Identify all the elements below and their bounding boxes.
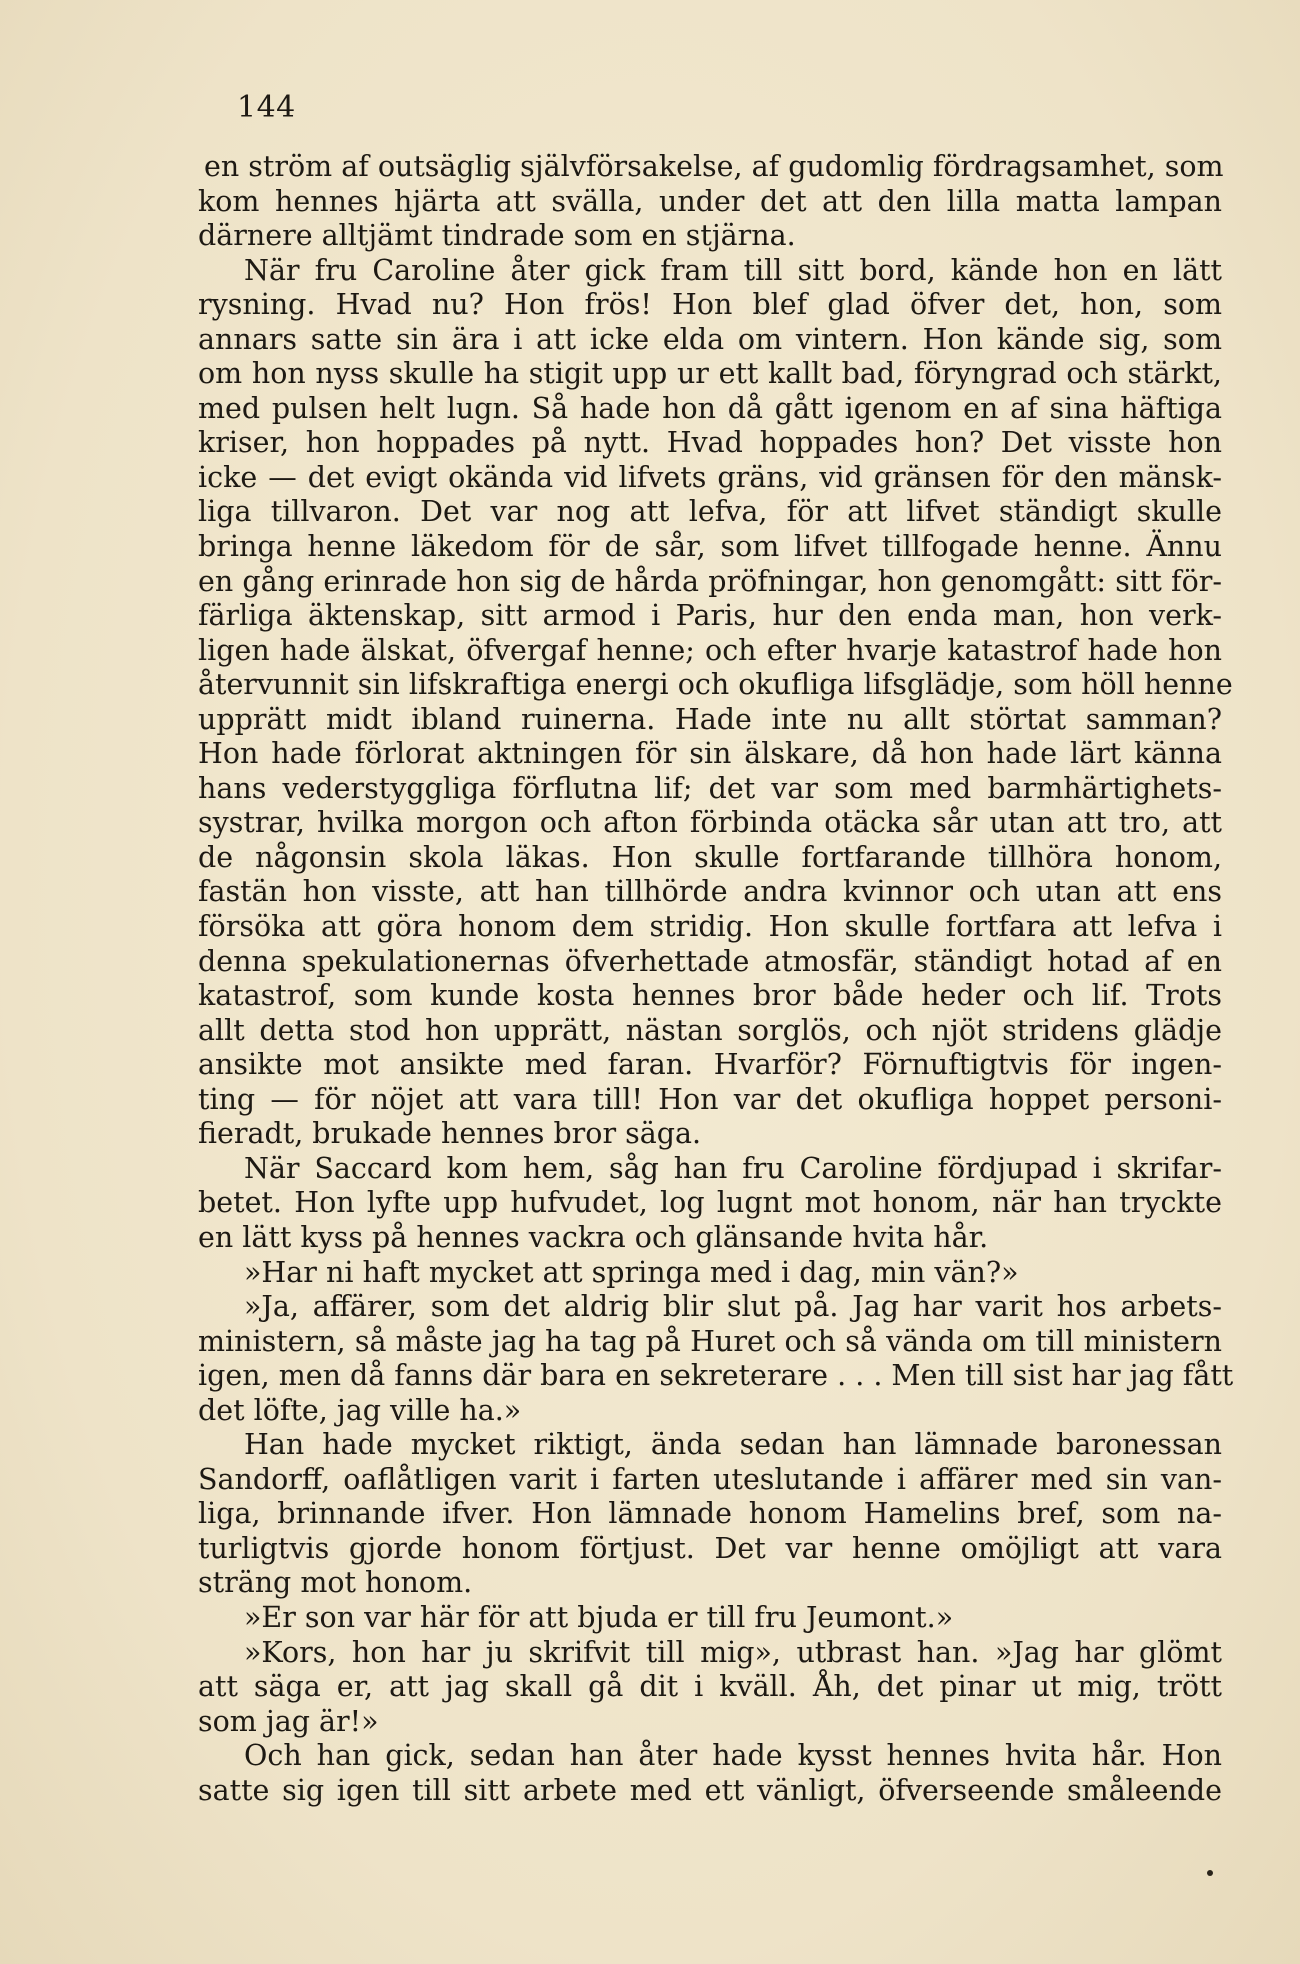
text-line: betet. Hon lyfte upp hufvudet, log lugnt mot honom, när han tryckte [198, 1186, 1222, 1220]
text-line: som jag är!» [198, 1704, 379, 1738]
text-line: hans vederstyggliga förflutna lif; det var som med barmhärtighets- [198, 771, 1222, 805]
text-line: kom hennes hjärta att svälla, under det att den lilla matta lampan [198, 184, 1222, 218]
text-line: en ström af outsäglig självförsakelse, af gudomlig fördragsamhet, som [204, 150, 1224, 183]
text-line: igen, men då fanns där bara en sekreterare . . . Men till sist har jag fått [198, 1359, 1234, 1393]
text-line: bringa henne läkedom för de sår, som lifvet tillfogade henne. Ännu [198, 530, 1222, 564]
text-line: denna spekulationernas öfverhettade atmosfär, ständigt hotad af en [198, 944, 1222, 978]
text-line: försöka att göra honom dem stridig. Hon skulle fortfara att lefva i [198, 910, 1222, 944]
text-line: ting — för nöjet att vara till! Hon var det okufliga hoppet personi- [198, 1082, 1222, 1116]
text-line: kriser, hon hoppades på nytt. Hvad hoppades hon? Det visste hon [198, 426, 1222, 460]
text-line: När Saccard kom hem, såg han fru Caroline fördjupad i skrifar- [244, 1151, 1222, 1185]
text-line: ligen hade älskat, öfvergaf henne; och efter hvarje katastrof hade hon [198, 633, 1222, 667]
text-line: ansikte mot ansikte med faran. Hvarför? Förnuftigtvis för ingen- [198, 1048, 1222, 1082]
text-line: Hon hade förlorat aktningen för sin älskare, då hon hade lärt känna [198, 737, 1222, 771]
text-line: återvunnit sin lifskraftiga energi och okufliga lifsglädje, som höll henne [198, 668, 1233, 702]
ink-speck [1207, 1870, 1213, 1876]
text-line: När fru Caroline åter gick fram till sitt bord, kände hon en lätt [244, 253, 1222, 287]
text-line: systrar, hvilka morgon och afton förbinda otäcka sår utan att tro, att [198, 806, 1222, 840]
text-line: satte sig igen till sitt arbete med ett vänligt, öfverseende småleende [198, 1773, 1222, 1807]
text-line: Sandorff, oaflåtligen varit i farten uteslutande i affärer med sin van- [198, 1462, 1222, 1496]
text-line: sträng mot honom. [198, 1566, 473, 1600]
page-number: 144 [237, 90, 296, 125]
text-line: en gång erinrade hon sig de hårda pröfningar, hon genomgått: sitt för- [198, 564, 1222, 598]
text-line: icke — det evigt okända vid lifvets gräns, vid gränsen för den mänsk- [198, 460, 1222, 494]
text-line: turligtvis gjorde honom förtjust. Det var henne omöjligt att vara [198, 1531, 1222, 1565]
text-line: färliga äktenskap, sitt armod i Paris, hur den enda man, hon verk- [198, 599, 1222, 633]
text-line: »Ja, affärer, som det aldrig blir slut på. Jag har varit hos arbets- [244, 1290, 1222, 1324]
text-line: »Kors, hon har ju skrifvit till mig», utbrast han. »Jag har glömt [244, 1635, 1222, 1669]
text-line: liga, brinnande ifver. Hon lämnade honom Hamelins bref, som na- [198, 1497, 1222, 1531]
text-line: Han hade mycket riktigt, ända sedan han lämnade baronessan [244, 1428, 1222, 1462]
text-line: »Er son var här för att bjuda er till fru Jeumont.» [244, 1600, 954, 1634]
text-line: ministern, så måste jag ha tag på Huret och så vända om till ministern [198, 1324, 1222, 1358]
text-line: en lätt kyss på hennes vackra och glänsande hvita hår. [198, 1220, 989, 1254]
text-line: de någonsin skola läkas. Hon skulle fortfarande tillhöra honom, [198, 840, 1222, 874]
text-line: därnere alltjämt tindrade som en stjärna. [198, 219, 796, 253]
text-line: fieradt, brukade hennes bror säga. [198, 1117, 702, 1151]
text-line: allt detta stod hon upprätt, nästan sorglös, och njöt stridens glädje [198, 1013, 1222, 1047]
text-line: det löfte, jag ville ha.» [198, 1393, 522, 1427]
text-line: »Har ni haft mycket att springa med i dag, min vän?» [244, 1255, 1019, 1289]
text-line: upprätt midt ibland ruinerna. Hade inte nu allt störtat samman? [198, 702, 1222, 736]
body-text [198, 150, 1234, 1808]
text-line: med pulsen helt lugn. Så hade hon då gått igenom en af sina häftiga [198, 391, 1222, 425]
text-line: liga tillvaron. Det var nog att lefva, för att lifvet ständigt skulle [198, 495, 1222, 529]
text-line: Och han gick, sedan han åter hade kysst hennes hvita hår. Hon [244, 1739, 1222, 1773]
text-line: om hon nyss skulle ha stigit upp ur ett kallt bad, föryngrad och stärkt, [198, 357, 1222, 391]
text-line: annars satte sin ära i att icke elda om vintern. Hon kände sig, som [198, 322, 1222, 356]
text-line: katastrof, som kunde kosta hennes bror både heder och lif. Trots [198, 979, 1222, 1013]
text-line: rysning. Hvad nu? Hon frös! Hon blef glad öfver det, hon, som [198, 288, 1222, 322]
text-line: fastän hon visste, att han tillhörde andra kvinnor och utan att ens [198, 875, 1222, 909]
text-line: att säga er, att jag skall gå dit i kväll. Åh, det pinar ut mig, trött [198, 1670, 1222, 1704]
